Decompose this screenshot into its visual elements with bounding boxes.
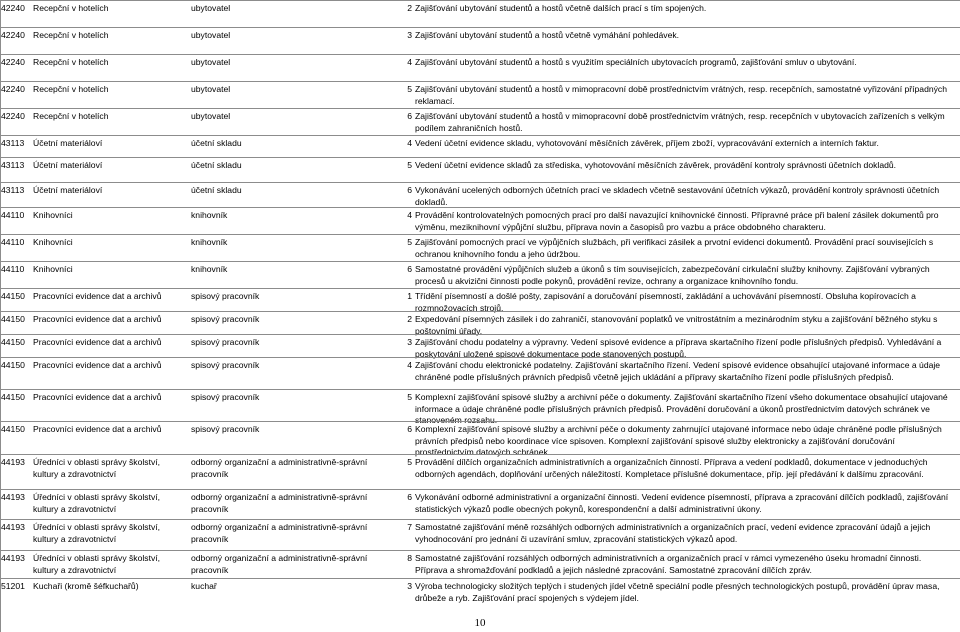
table-row	[0, 421, 960, 458]
table-row	[0, 81, 960, 108]
cell-task: Vedení účetní evidence skladu, vyhotovování měsíčních závěrek, příjem zboží, vypracovávání externích a interních faktur.	[415, 138, 879, 148]
cell-occupation: Knihovníci	[33, 237, 73, 247]
cell-code: 44150	[1, 291, 25, 301]
cell-task: Provádění dílčích organizačních administrativních a organizačních činností. Příprava a vedení podkladů, dokumentace v jednoduchých odborných agendách, doplňování určených náležitostí. Kompletace příslušné dokumentace, příp. její předávání k dalšímu zpracování.	[415, 457, 928, 479]
cell-task: Komplexní zajišťování spisové služby a archivní péče o dokumenty zahrnující utajované informace nebo údaje chráněné podle příslušných právních předpisů nebo koordinace více spisoven. Komplexní zajišťování spisové služby elektronicky a zajišťování doručování prostřednictvím datových schránek.	[415, 424, 942, 458]
table-row	[0, 519, 960, 550]
cell-field: spisový pracovník	[191, 424, 260, 434]
table-row	[0, 182, 960, 209]
cell-field: účetní skladu	[191, 185, 242, 195]
cell-occupation: Úředníci v oblasti správy školství, kultury a zdravotnictví	[33, 492, 161, 514]
cell-task: Vedení účetní evidence skladů za střediska, vyhotovování měsíčních závěrek, provádění kontroly správnosti účetních dokladů.	[415, 160, 897, 170]
cell-level: 3	[407, 581, 412, 591]
cell-occupation: Úředníci v oblasti správy školství, kultury a zdravotnictví	[33, 522, 161, 544]
cell-task: Zajišťování ubytování studentů a hostů včetně vymáhání pohledávek.	[415, 30, 680, 40]
cell-field: ubytovatel	[191, 57, 231, 67]
cell-occupation: Účetní materiáloví	[33, 138, 103, 148]
cell-code: 44193	[1, 492, 25, 502]
cell-level: 2	[407, 314, 412, 324]
cell-task: Samostatné provádění výpůjčních služeb a úkonů s tím souvisejících, zabezpečování cirkulační služby knihovny. Zajišťování vybraných procesů u akvizični činnosti podle pokynů, provádění revize, ochrany a organizace knihovního fondu.	[415, 264, 930, 286]
cell-occupation: Knihovníci	[33, 264, 73, 274]
cell-occupation: Recepční v hotelích	[33, 3, 109, 13]
cell-level: 4	[407, 210, 412, 220]
cell-field: ubytovatel	[191, 111, 231, 121]
cell-code: 42240	[1, 111, 25, 121]
cell-level: 5	[407, 237, 412, 247]
cell-occupation: Kuchaři (kromě šéfkuchařů)	[33, 581, 139, 591]
cell-level: 4	[407, 360, 412, 370]
cell-code: 44110	[1, 237, 25, 247]
cell-code: 44193	[1, 457, 25, 467]
cell-field: odborný organizační a administrativně-správní pracovník	[191, 553, 368, 575]
cell-code: 44110	[1, 264, 25, 274]
cell-occupation: Recepční v hotelích	[33, 30, 109, 40]
table-row	[0, 357, 960, 389]
cell-task: Výroba technologicky složitých teplých i studených jídel včetně speciální podle přesných technologických postupů, provádění úprav masa, drůbeže a ryb. Zajišťování prací spojených s výdejem jídel.	[415, 581, 940, 603]
cell-field: kuchař	[191, 581, 217, 591]
cell-field: spisový pracovník	[191, 291, 260, 301]
cell-level: 6	[407, 111, 412, 121]
cell-field: knihovník	[191, 237, 228, 247]
cell-code: 43113	[1, 185, 25, 195]
table-row	[0, 0, 960, 27]
cell-field: spisový pracovník	[191, 392, 260, 402]
cell-code: 43113	[1, 138, 25, 148]
cell-code: 44150	[1, 337, 25, 347]
cell-field: odborný organizační a administrativně-správní pracovník	[191, 522, 368, 544]
table-row	[0, 578, 960, 606]
cell-occupation: Pracovníci evidence dat a archivů	[33, 360, 162, 370]
cell-field: spisový pracovník	[191, 360, 260, 370]
cell-field: ubytovatel	[191, 3, 231, 13]
cell-task: Expedování písemných zásilek i do zahraničí, stanovování poplatků ve vnitrostátním a mezinárodním styku a zajišťování běžného styku s poštovními úřady.	[415, 314, 938, 336]
table-row	[0, 108, 960, 135]
table-row	[0, 489, 960, 519]
cell-task: Vykonávání ucelených odborných účetních prací ve skladech včetně sestavování účetních výkazů, provádění kontroly správnosti účetních dokladů.	[415, 185, 940, 207]
cell-task: Vykonávání odborné administrativní a organizační činnosti. Vedení evidence písemností, příprava a zpracování dílčích podkladů, zajišťování statistických výkazů podle obecných pokynů, korespondenční a další administrativní úkony.	[415, 492, 949, 514]
cell-field: účetní skladu	[191, 138, 242, 148]
cell-level: 2	[407, 3, 412, 13]
table-row	[0, 207, 960, 234]
cell-task: Komplexní zajišťování spisové služby a archivní péče o dokumenty. Zajišťování skartačního řízení všeho dokumentace obsahující utajované informace a údaje chráněné podle příslušných právních předpisů. Provádění doručování a úkonů prostřednictvím datových schránek ve stanoveném rozsahu.	[415, 392, 948, 426]
cell-level: 5	[407, 457, 412, 467]
cell-task: Zajišťování ubytování studentů a hostů včetně dalších prací s tím spojených.	[415, 3, 707, 13]
cell-task: Zajišťování chodu elektronické podatelny. Zajišťování skartačního řízení. Vedení spisové evidence obsahující utajované informace a údaje chráněné podle příslušných právních předpisů včetně jejich ukládání a přípravy skartačního řízení podle příslušných předpisů.	[415, 360, 941, 382]
cell-task: Samostatné zajišťování rozsáhlých odborných administrativních a organizačních prací v rámci vymezeného úseku hromadní činnosti. Příprava a shromažďování podkladů a jejich následné zpracování. Samostatné zpracování dílčích zpráv.	[415, 553, 922, 575]
cell-task: Zajišťování pomocných prací ve výpůjčních službách, při verifikaci zásilek a prvotní evidenci dokumentů. Provádění prací souvisejících s ochranou knihovního fondu a jeho údržbou.	[415, 237, 934, 259]
cell-occupation: Účetní materiáloví	[33, 185, 103, 195]
cell-occupation: Pracovníci evidence dat a archivů	[33, 337, 162, 347]
cell-task: Zajišťování ubytování studentů a hostů v mimopracovní době prostřednictvím vrátných, resp. recepčních v ubytovacích zařízeních s velkým podílem zahraničních hostů.	[415, 111, 945, 133]
cell-field: odborný organizační a administrativně-správní pracovník	[191, 457, 368, 479]
cell-code: 42240	[1, 30, 25, 40]
cell-code: 44193	[1, 553, 25, 563]
cell-level: 6	[407, 264, 412, 274]
cell-level: 5	[407, 160, 412, 170]
cell-field: účetní skladu	[191, 160, 242, 170]
cell-task: Zajišťování ubytování studentů a hostů v mimopracovní době prostřednictvím vrátných, resp. recepčních, samostatné vyřizování případných reklamací.	[415, 84, 948, 106]
cell-level: 5	[407, 84, 412, 94]
cell-code: 44150	[1, 314, 25, 324]
cell-occupation: Účetní materiáloví	[33, 160, 103, 170]
cell-task: Provádění kontrolovatelných pomocných prací pro další navazující knihovnické činnosti. Přípravné práce při balení zásilek dokumentů pro výměnu, meziknihovní výpůjční službu, příprava novin a časopisů pro vazbu a práce obdobného charakteru.	[415, 210, 939, 232]
cell-level: 3	[407, 337, 412, 347]
cell-task: Třídění písemností a došlé pošty, zapisování a doručování písemností, zakládání a uchovávání písemností. Obsluha kopírovacích a rozmnožovacích strojů.	[415, 291, 916, 313]
cell-occupation: Úředníci v oblasti správy školství, kultury a zdravotnictví	[33, 457, 161, 479]
cell-occupation: Recepční v hotelích	[33, 111, 109, 121]
cell-code: 43113	[1, 160, 25, 170]
cell-occupation: Úředníci v oblasti správy školství, kultury a zdravotnictví	[33, 553, 161, 575]
table-row	[0, 454, 960, 489]
cell-occupation: Knihovníci	[33, 210, 73, 220]
cell-code: 44110	[1, 210, 25, 220]
cell-level: 4	[407, 138, 412, 148]
cell-field: knihovník	[191, 210, 228, 220]
cell-code: 44150	[1, 424, 25, 434]
cell-occupation: Pracovníci evidence dat a archivů	[33, 424, 162, 434]
cell-level: 1	[407, 291, 412, 301]
cell-code: 44150	[1, 360, 25, 370]
cell-level: 7	[407, 522, 412, 532]
table-row	[0, 27, 960, 54]
cell-field: knihovník	[191, 264, 228, 274]
cell-occupation: Pracovníci evidence dat a archivů	[33, 392, 162, 402]
cell-occupation: Pracovníci evidence dat a archivů	[33, 291, 162, 301]
cell-level: 3	[407, 30, 412, 40]
table-row	[0, 550, 960, 578]
cell-level: 5	[407, 392, 412, 402]
cell-occupation: Recepční v hotelích	[33, 57, 109, 67]
cell-code: 51201	[1, 581, 25, 591]
table-row	[0, 157, 960, 184]
cell-field: spisový pracovník	[191, 337, 260, 347]
cell-field: ubytovatel	[191, 84, 231, 94]
cell-field: spisový pracovník	[191, 314, 260, 324]
cell-code: 42240	[1, 84, 25, 94]
cell-code: 44150	[1, 392, 25, 402]
cell-field: odborný organizační a administrativně-správní pracovník	[191, 492, 368, 514]
page-number: 10	[474, 617, 486, 629]
cell-level: 6	[407, 424, 412, 434]
cell-task: Zajišťování ubytování studentů a hostů s využitím speciálních ubytovacích programů, zajišťování smluv o ubytování.	[415, 57, 857, 67]
cell-field: ubytovatel	[191, 30, 231, 40]
table-row	[0, 234, 960, 261]
cell-level: 6	[407, 492, 412, 502]
cell-code: 42240	[1, 3, 25, 13]
cell-code: 42240	[1, 57, 25, 67]
table-row	[0, 389, 960, 426]
cell-task: Zajišťování chodu podatelny a výpravny. Vedení spisové evidence a příprava skartačního řízení podle příslušných předpisů. Vyhledávání a poskytování uložené spisové dokumentace pode stanovených postupů.	[415, 337, 942, 359]
cell-occupation: Recepční v hotelích	[33, 84, 109, 94]
cell-level: 8	[407, 553, 412, 563]
table-row	[0, 261, 960, 288]
cell-occupation: Pracovníci evidence dat a archivů	[33, 314, 162, 324]
cell-code: 44193	[1, 522, 25, 532]
table-row	[0, 54, 960, 81]
cell-level: 4	[407, 57, 412, 67]
cell-task: Samostatné zajišťování méně rozsáhlých odborných administrativních a organizačních prací, vedení evidence zpracování údajů a jejich vyhodnocování pro jednání či uzavírání smluv, zpracování statistických výkazů apod.	[415, 522, 931, 544]
cell-level: 6	[407, 185, 412, 195]
